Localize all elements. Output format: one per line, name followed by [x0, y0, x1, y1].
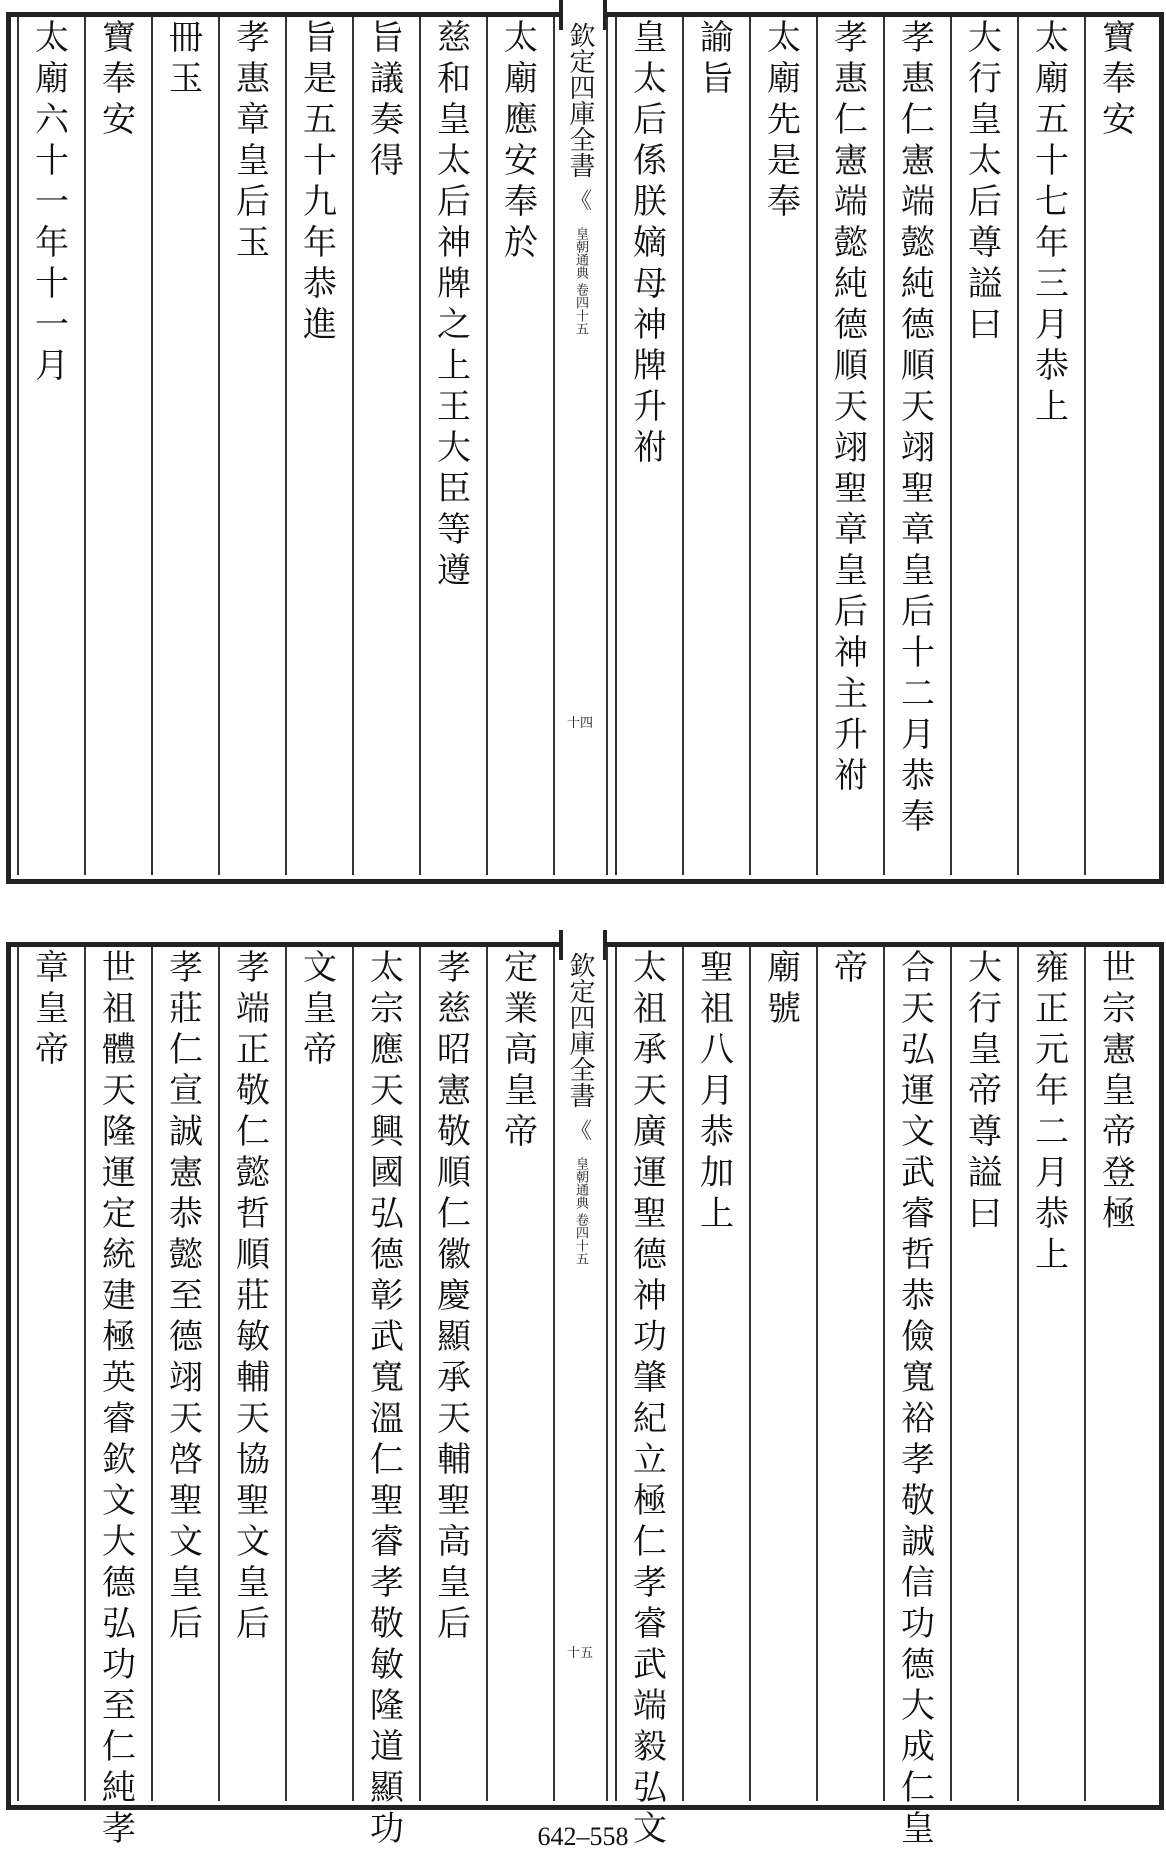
text-column: 世 宗 憲 皇 帝 登 極	[1102, 948, 1136, 1234]
text-column: 寶 奉 安	[102, 18, 136, 140]
text-column: 太 廟 六 十 一 年 十 一 月	[35, 18, 69, 386]
column-rule	[816, 947, 818, 1801]
text-column: 太 廟 先 是 奉	[767, 18, 801, 222]
column-rule	[151, 17, 153, 875]
column-rule	[615, 947, 617, 1801]
column-rule	[17, 947, 19, 1801]
text-column: 太 廟 五 十 七 年 三 月 恭 上	[1035, 18, 1069, 427]
text-column: 孝 惠 仁 憲 端 懿 純 德 順 天 翊 聖 章 皇 后 十 二 月 恭 奉	[901, 18, 935, 837]
center-column	[555, 952, 605, 1661]
text-column: 孝 惠 仁 憲 端 懿 純 德 順 天 翊 聖 章 皇 后 神 主 升 祔	[834, 18, 868, 796]
text-column: 大 行 皇 太 后 尊 謚 曰	[968, 18, 1002, 345]
text-column: 文 皇 帝	[303, 948, 337, 1070]
column-rule	[883, 947, 885, 1801]
fishtail-mark: 《	[569, 1119, 590, 1144]
center-rule	[606, 947, 608, 1801]
text-column: 寶 奉 安	[1102, 18, 1136, 140]
page-footer-number: 642–558	[537, 1822, 629, 1851]
column-rule	[352, 947, 354, 1801]
text-column: 大 行 皇 帝 尊 謚 曰	[968, 948, 1002, 1234]
column-rule	[17, 17, 19, 875]
text-column: 聖 祖 八 月 恭 加 上	[700, 948, 734, 1234]
column-rule	[615, 17, 617, 875]
text-column: 皇 太 后 係 朕 嫡 母 神 牌 升 祔	[633, 18, 667, 468]
fishtail-mark: 《	[569, 189, 590, 214]
page-top	[0, 0, 1166, 905]
book-title: 欽定四庫全書	[565, 952, 595, 1108]
column-rule	[84, 947, 86, 1801]
text-column: 太 祖 承 天 廣 運 聖 德 神 功 肇 紀 立 極 仁 孝 睿 武 端 毅 弘 文	[633, 948, 667, 1849]
text-column: 諭 旨	[700, 18, 734, 99]
text-column: 冊 玉	[169, 18, 203, 99]
text-column: 廟 號	[767, 948, 801, 1029]
text-column: 世 祖 體 天 隆 運 定 統 建 極 英 睿 欽 文 大 德 弘 功 至 仁 純 孝	[102, 948, 136, 1849]
text-column: 孝 端 正 敬 仁 懿 哲 順 莊 敏 輔 天 協 聖 文 皇 后	[236, 948, 270, 1644]
text-column: 雍 正 元 年 二 月 恭 上	[1035, 948, 1069, 1275]
text-column: 帝	[834, 948, 868, 988]
text-column: 太 宗 應 天 興 國 弘 德 彰 武 寬 溫 仁 聖 睿 孝 敬 敏 隆 道 顯 功	[370, 948, 404, 1849]
text-column: 定 業 高 皇 帝	[504, 948, 538, 1152]
text-column: 旨 議 奏 得	[370, 18, 404, 181]
text-column: 章 皇 帝	[35, 948, 69, 1070]
text-column: 合 天 弘 運 文 武 睿 哲 恭 儉 寬 裕 孝 敬 誠 信 功 德 大 成 仁 皇	[901, 948, 935, 1849]
volume-label: 皇朝通典 卷四十五	[573, 227, 588, 336]
page-number: 十五	[566, 1646, 593, 1661]
text-column: 慈 和 皇 太 后 神 牌 之 上 王 大 臣 等 遵	[437, 18, 471, 591]
column-rule	[749, 17, 751, 875]
volume-label: 皇朝通典 卷四十五	[573, 1157, 588, 1266]
text-column: 孝 慈 昭 憲 敬 順 仁 徽 慶 顯 承 天 輔 聖 高 皇 后	[437, 948, 471, 1644]
page-number: 十四	[566, 716, 593, 731]
text-column: 孝 莊 仁 宣 誠 憲 恭 懿 至 德 翊 天 啓 聖 文 皇 后	[169, 948, 203, 1644]
book-title: 欽定四庫全書	[565, 22, 595, 178]
text-column: 太 廟 應 安 奉 於	[504, 18, 538, 263]
center-rule	[606, 17, 608, 875]
text-column: 孝 惠 章 皇 后 玉	[236, 18, 270, 263]
text-column: 旨 是 五 十 九 年 恭 進	[303, 18, 337, 345]
column-rule	[218, 17, 220, 875]
center-column	[555, 22, 605, 731]
